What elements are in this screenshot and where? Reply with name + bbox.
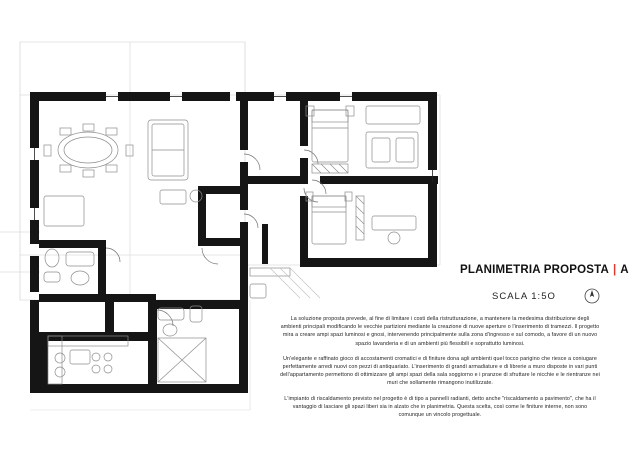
paving-hatch — [270, 268, 320, 298]
dimension-lines — [30, 300, 250, 410]
windows — [35, 97, 433, 221]
plan-title-variant: A — [620, 264, 629, 276]
north-arrow-icon — [584, 288, 600, 304]
description-paragraph-1: La soluzione proposta prevede, al fine di limitare i costi della ristrutturazione, a mantenere la medesima distribuzione degli ambienti principali modificando le vecchie partizioni mediante la creazione di nuove aperture o l'inserimento di tramezzi. Il progetto mira a creare ampi spazi luminosi e gnosi, intervenendo principalmente sulla zona d'ingresso e sul comodo, a favore di un nuovo spazio lavanderia e di un ambienti più flessibili e soprattutto luminosi. — [280, 316, 600, 347]
description-paragraph-2: Un'elegante e raffinato gioco di accostamenti cromatici e di finiture dona agli ambienti quel tocco parigino che riesce a coniugare perfettamente arredi nuovi con pezzi di antiquariato. L'inserimento di grandi armadiature e di librerie a muro disposte in vari punti dell'appartamento permettono di ottimizzare gli ampi spazi della sala soggiorno e i pranzoe di sfruttare le nicchie e le rientranze nei muri che sollamente rimangono inutilizzate. — [280, 355, 600, 387]
description-block — [280, 315, 600, 419]
scale-row — [492, 288, 600, 304]
plan-title — [460, 264, 629, 276]
scale-label: SCALA 1:5O — [492, 290, 556, 302]
text-panel — [280, 0, 629, 460]
description-paragraph-3: L'impianto di riscaldamento previsto nel progetto è di tipo a pannelli radianti, detto anche "riscaldamento a pavimento", che ha il vantaggio di lasciare gli spazi liberi sia in alzato che in planimetria. Questa scelta, così come le finiture interne, non sono comunque un vincolo progettuale. — [284, 395, 596, 419]
plan-title-main: PLANIMETRIA PROPOSTA — [460, 264, 610, 276]
plan-title-separator: | — [613, 264, 617, 276]
